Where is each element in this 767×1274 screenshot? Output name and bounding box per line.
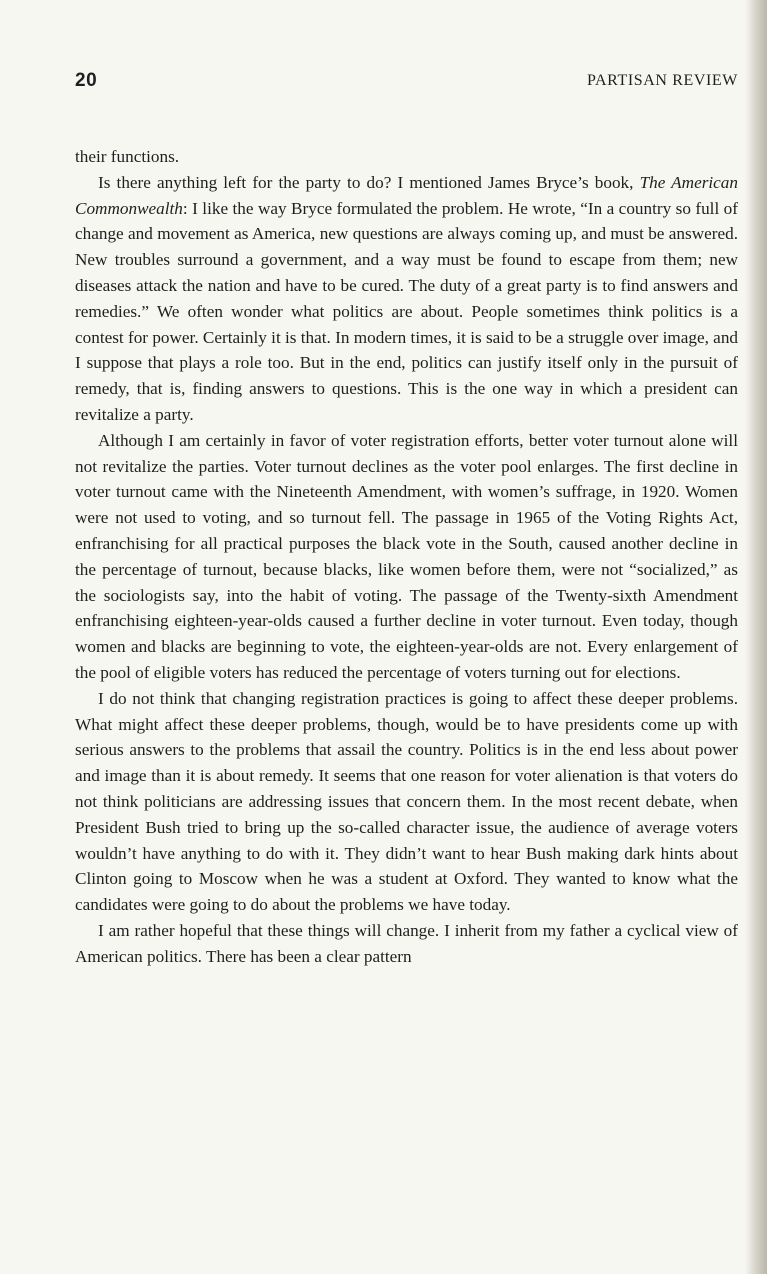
page-header: [75, 70, 738, 100]
body-text: [75, 144, 738, 970]
paragraph: [75, 170, 738, 428]
running-head: PARTISAN REVIEW: [586, 72, 738, 89]
paragraph: their functions.: [75, 147, 180, 166]
paragraph-text: Is there anything left for the party to do? I mentioned James Bryce’s book,: [98, 172, 640, 192]
page-number: 20: [75, 70, 98, 91]
page-edge-shadow: [745, 0, 767, 1274]
paragraph: I do not think that changing registration practices is going to affect these deeper problems. What might affect these deeper problems, though, would be to have presidents come up with serious answers to the problems that assail the country. Politics is in the end less about power and image than it is about remedy. It seems that one reason for voter alienation is that voters do not think politicians are addressing issues that concern them. In the most recent debate, when President Bush tried to bring up the so-called character issue, the audience of average voters wouldn’t have anything to do with it. They didn’t want to hear Bush making dark hints about Clinton going to Moscow when he was a student at Oxford. They wanted to know what the candidates were going to do about the problems we have today.: [75, 688, 738, 915]
book-title: The American Commonwealth: [75, 172, 738, 218]
paragraph: Although I am certainly in favor of voter registration efforts, better voter turnout alone will not revitalize the parties. Voter turnout declines as the voter pool enlarges. The first decline in voter turnout came with the Nineteenth Amendment, with women’s suffrage, in 1920. Women were not used to voting, and so turnout fell. The passage in 1965 of the Voting Rights Act, enfranchising for all practical purposes the black vote in the South, caused another decline in the percentage of turnout, because blacks, like women before them, were not “socialized,” as the sociologists say, into the habit of voting. The passage of the Twenty-sixth Amendment enfranchising eighteen-year-olds caused a further decline in voter turnout. Even today, though women and blacks are beginning to vote, the eighteen-year-olds are not. Every enlargement of the pool of eligible voters has reduced the percentage of voters turning out for elections.: [75, 430, 738, 682]
paragraph-text: : I like the way Bryce formulated the problem. He wrote, “In a country so full of change and movement as America, new questions are always coming up, and must be answered. New troubles surround a government, and a way must be found to escape from them; new diseases attack the nation and have to be cured. The duty of a great party is to find answers and remedies.” We often wonder what politics are about. People sometimes think politics is a contest for power. Certainly it is that. In modern times, it is said to be a struggle over image, and I suppose that plays a role too. But in the end, politics can justify itself only in the pursuit of remedy, that is, finding answers to questions. This is the one way in which a president can revitalize a party.: [75, 198, 739, 424]
paragraph: I am rather hopeful that these things will change. I inherit from my father a cyclical view of American politics. There has been a clear pattern: [75, 920, 738, 966]
